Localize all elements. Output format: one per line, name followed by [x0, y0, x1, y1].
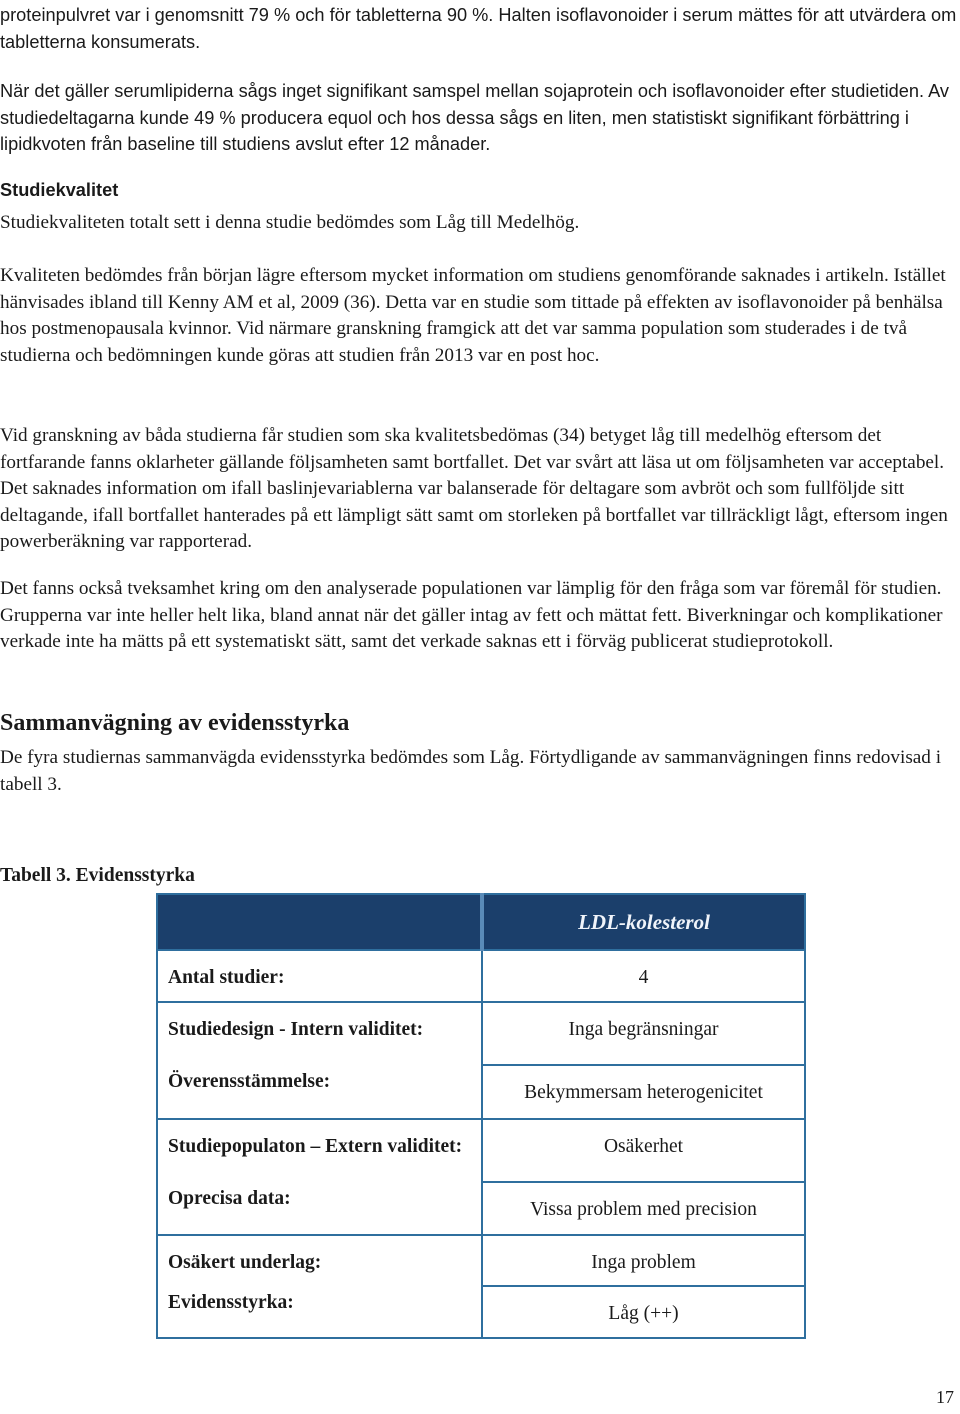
paragraph-population-doubts: Det fanns också tveksamhet kring om den analyserade populationen var lämplig för den fråga som var föremål för studien. Grupperna var inte heller helt lika, bland annat när det gäller intag av fett och mättat fett. Biverkningar och komplikationer verkade inte ha mätts på ett systematiskt sätt, samt det verkade saknas ett i förväg publicerat studieprotokoll. [0, 578, 943, 652]
paragraph-review-both-studies: Vid granskning av båda studierna får studien som ska kvalitetsbedömas (34) betyget låg till medelhög eftersom det fortfarande fanns oklarheter gällande följsamheten samt bortfallet. Det var svårt att läsa ut om följsamheten var acceptabel. Det saknades information om ifall baslinjevariablerna var balanserade för deltagare som avbröt och som fullföljde sitt deltagande, ifall bortfallet hanterades på ett lämpligt sätt samt om storleken på bortfallet var tillräckligt lågt, eftersom ingen powerberäkning var rapporterad. [0, 425, 948, 552]
table-header-ldl: LDL-kolesterol [482, 894, 805, 950]
table-row-value: Inga problem [482, 1235, 805, 1286]
table-header-empty-cell [157, 894, 482, 950]
table-row-label: Studiepopulaton – Extern validitet: [157, 1119, 482, 1182]
table-row-label: Överensstämmelse: [157, 1065, 482, 1119]
table-row [157, 1182, 805, 1235]
heading-studiekvalitet: Studiekvalitet [0, 180, 119, 200]
table-row-value: Låg (++) [482, 1286, 805, 1338]
evidence-table [156, 893, 806, 1339]
table-row-label: Antal studier: [157, 950, 482, 1002]
table-row [157, 1002, 805, 1065]
table-row [157, 950, 805, 1002]
table-row [157, 1235, 805, 1286]
table-row-label: Oprecisa data: [157, 1182, 482, 1235]
paragraph-quality-assessment: Kvaliteten bedömdes från början lägre eftersom mycket information om studiens genomförande saknades i artikeln. Istället hänvisades ibland till Kenny AM et al, 2009 (36). Detta var en studie som tittade på effekten av isoflavonoider på benhälsa hos postmenopausala kvinnor. Vid närmare granskning framgick att det var samma population som studerades i de två studierna och bedömningen kunde göras att studien från 2013 var en post hoc. [0, 265, 946, 366]
table-row [157, 1286, 805, 1338]
table-row [157, 1119, 805, 1182]
table-row-value: 4 [482, 950, 805, 1002]
table-row-value: Vissa problem med precision [482, 1182, 805, 1235]
paragraph-serum-lipids: När det gäller serumlipiderna sågs inget signifikant samspel mellan sojaprotein och isoflavonoider efter studietiden. Av studiedeltagarna kunde 49 % producera equol och hos dessa sågs en liten, men statistiskt signifikant förbättring i lipidkvoten från baseline till studiens avslut efter 12 månader. [0, 81, 949, 154]
page-number: 17 [936, 1387, 954, 1407]
table-row-value: Osäkerhet [482, 1119, 805, 1182]
paragraph-study-quality: Studiekvaliteten totalt sett i denna studie bedömdes som Låg till Medelhög. [0, 212, 580, 233]
heading-sammanvagning: Sammanvägning av evidensstyrka [0, 710, 350, 736]
table-row-label: Evidensstyrka: [157, 1286, 482, 1338]
paragraph-combined-evidence: De fyra studiernas sammanvägda evidensstyrka bedömdes som Låg. Förtydligande av sammanvägningen finns redovisad i tabell 3. [0, 747, 942, 795]
table-caption: Tabell 3. Evidensstyrka [0, 865, 195, 886]
table-header-row [157, 894, 805, 950]
table-row-value: Inga begränsningar [482, 1002, 805, 1065]
table-row-label: Studiedesign - Intern validitet: [157, 1002, 482, 1065]
table-row [157, 1065, 805, 1119]
table-row-value: Bekymmersam heterogenicitet [482, 1065, 805, 1119]
paragraph-intake: proteinpulvret var i genomsnitt 79 % och för tabletterna 90 %. Halten isoflavonoider i serum mättes för att utvärdera om tabletterna konsumerats. [0, 5, 957, 52]
table-row-label: Osäkert underlag: [157, 1235, 482, 1286]
